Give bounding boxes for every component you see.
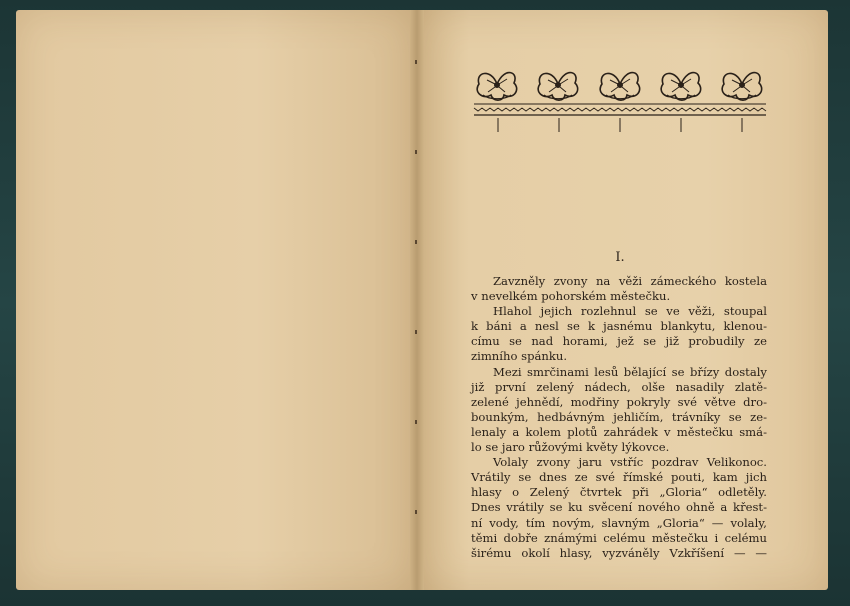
binding-stitch [415,60,417,64]
text-line: již první zelený nádech, olše nasadily zlatě- [471,379,767,394]
text-line: Zavzněly zvony na věži zámeckého kostela [493,274,767,288]
text-line: lo se jaro růžovými květy lýkovce. [471,440,670,455]
book-gutter [410,10,424,590]
text-line: zimního spánku. [471,349,568,364]
binding-stitch [415,420,417,424]
text-line: k báni a nesl se k jasnému blankytu, klenou- [471,319,767,334]
flower-icon [538,73,577,101]
text-line: bounkým, hedbávným jehličím, trávníky se ze- [471,409,767,424]
text-line: Mezi smrčinami lesů bělající se břízy dostaly [493,364,767,379]
text-line: lenaly a kolem plotů zahrádek v městečku smá- [471,424,767,439]
binding-stitch [415,150,417,154]
chapter-number: I. [615,250,625,265]
flower-icon [600,73,639,101]
text-line: zelené jehnědí, modřiny pokryly své větve dro- [471,394,767,409]
text-line: Volaly zvony jaru vstříc pozdrav Velikonoc. [493,455,767,470]
binding-stitch [415,240,417,244]
text-line: hlasy o Zelený čtvrtek při „Gloria“ odletěly. [471,485,767,500]
text-line: Hlahol jejich rozlehnul se ve věži, stoupal [493,304,767,319]
text-line: Dnes vrátily se ku svěcení nového ohně a křest- [471,500,767,515]
binding-stitch [415,510,417,514]
binding-stitch [415,330,417,334]
text-line: ní vody, tím novým, slavným „Gloria“ — volaly, [471,515,767,530]
flower-icon [661,73,700,101]
text-line: těmi dobře známými celému městečku i celému [471,530,767,545]
flower-icon [722,73,761,101]
left-page [16,10,414,590]
chapter-text [471,274,767,561]
text-line: širému okolí hlasy, vyzváněly Vzkříšení — — [471,545,767,560]
text-line: Vrátily se dnes ze své římské pouti, kam jich [471,470,767,485]
text-line: címu se nad horami, jež se již probudily ze [471,334,767,349]
text-line: v nevelkém pohorském městečku. [471,289,671,304]
flower-icon [477,73,516,101]
floral-header-ornament [472,66,768,138]
